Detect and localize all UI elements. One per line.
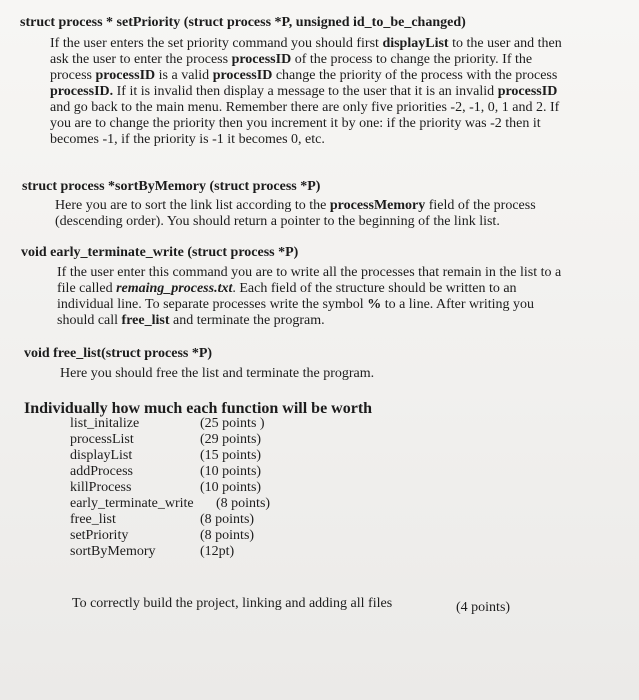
function-description-free-list xyxy=(60,366,374,382)
function-name: free_list xyxy=(70,512,116,527)
function-signature-setpriority: struct process * setPriority (struct process *P, unsigned id_to_be_changed) xyxy=(20,15,466,30)
description-line: should call free_list and terminate the program. xyxy=(57,313,325,328)
function-name: displayList xyxy=(70,448,133,463)
function-points: (25 points ) xyxy=(200,416,265,431)
function-name: addProcess xyxy=(70,464,133,479)
description-line: and go back to the main menu. Remember there are only five priorities -2, -1, 0, 1 and 2. If xyxy=(50,100,560,115)
function-points: (29 points) xyxy=(200,432,262,447)
function-name: processList xyxy=(70,432,134,447)
function-name: setPriority xyxy=(70,528,129,543)
description-line: individual line. To separate processes write the symbol % to a line. After writing you xyxy=(57,297,534,312)
build-requirement-text: To correctly build the project, linking and adding all files xyxy=(72,596,393,611)
function-points: (10 points) xyxy=(200,480,262,495)
function-name: early_terminate_write xyxy=(70,496,194,511)
function-description-setpriority xyxy=(50,36,562,148)
description-line: process processID is a valid processID change the priority of the process with the process xyxy=(50,68,558,83)
description-line: processID. If it is invalid then display a message to the user that it is an invalid processID xyxy=(50,84,558,99)
function-name: killProcess xyxy=(70,480,132,495)
description-line: If the user enter this command you are to write all the processes that remain in the list to a xyxy=(57,265,562,280)
function-points: (15 points) xyxy=(200,448,262,463)
points-heading: Individually how much each function will be worth xyxy=(24,400,373,417)
function-name: sortByMemory xyxy=(70,544,156,559)
function-points: (8 points) xyxy=(200,512,255,527)
description-line: file called remaing_process.txt. Each field of the structure should be written to an xyxy=(57,281,517,296)
description-line: Here you should free the list and terminate the program. xyxy=(60,366,375,381)
function-points: (12pt) xyxy=(200,544,235,559)
function-points: (10 points) xyxy=(200,464,262,479)
description-line: ask the user to enter the process processID of the process to change the priority. If the xyxy=(50,52,533,67)
description-line: Here you are to sort the link list according to the processMemory field of the process xyxy=(55,198,536,213)
function-description-sortbymemory xyxy=(55,198,536,230)
description-line: you are to change the priority then you increment it by one: if the priority was -2 then it xyxy=(50,116,541,131)
function-points: (8 points) xyxy=(200,528,255,543)
build-requirement-points: (4 points) xyxy=(456,600,511,615)
description-line: If the user enters the set priority command you should first displayList to the user and then xyxy=(50,36,562,51)
function-signature-free-list: void free_list(struct process *P) xyxy=(24,346,213,361)
description-line: (descending order). You should return a pointer to the beginning of the link list. xyxy=(55,214,500,229)
function-points: (8 points) xyxy=(216,496,271,511)
function-description-early-terminate-write xyxy=(57,265,561,329)
description-line: becomes -1, if the priority is -1 it becomes 0, etc. xyxy=(50,132,325,147)
function-name: list_initalize xyxy=(70,416,140,431)
function-signature-early-terminate-write: void early_terminate_write (struct process *P) xyxy=(21,245,299,260)
function-signature-sortbymemory: struct process *sortByMemory (struct process *P) xyxy=(22,179,321,194)
